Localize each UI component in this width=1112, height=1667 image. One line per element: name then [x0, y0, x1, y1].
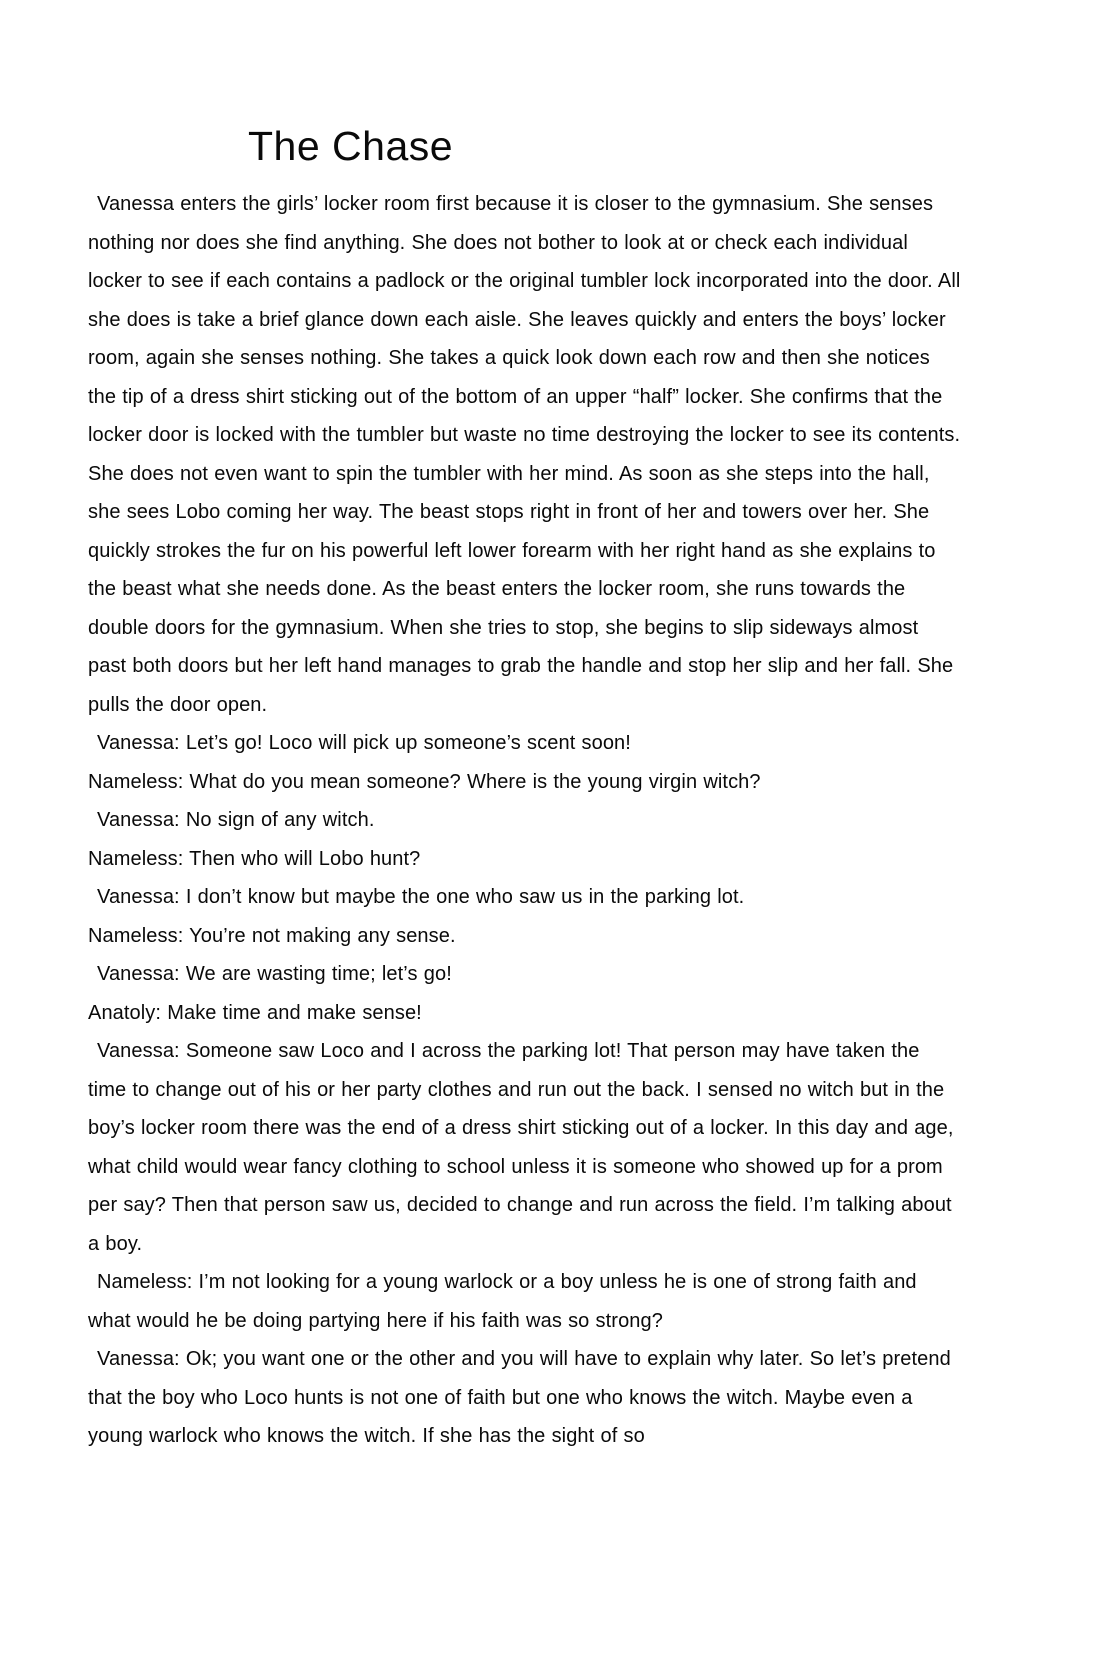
paragraph: Vanessa enters the girls’ locker room first because it is closer to the gymnasium. She senses nothing nor does she find anything. She does not bother to look at or check each individual locker to see if each contains a padlock or the original tumbler lock incorporated into the door. All she does is take a brief glance down each aisle. She leaves quickly and enters the boys’ locker room, again she senses nothing. She takes a quick look down each row and then she notices the tip of a dress shirt sticking out of the bottom of an upper “half” locker. She confirms that the locker door is locked with the tumbler but waste no time destroying the locker to see its contents. She does not even want to spin the tumbler with her mind. As soon as she steps into the hall, she sees Lobo coming her way. The beast stops right in front of her and towers over her. She quickly strokes the fur on his powerful left lower forearm with her right hand as she explains to the beast what she needs done. As the beast enters the locker room, she runs towards the double doors for the gymnasium. When she tries to stop, she begins to slip sideways almost past both doors but her left hand manages to grab the handle and stop her slip and her fall. She pulls the door open. — [88, 193, 961, 716]
paragraph: Nameless: I’m not looking for a young warlock or a boy unless he is one of strong faith and what would he be doing partying here if his faith was so strong? — [88, 1271, 917, 1332]
paragraph: Vanessa: Someone saw Loco and I across the parking lot! That person may have taken the time to change out of his or her party clothes and run out the back. I sensed no witch but in the boy’s locker room there was the end of a dress shirt sticking out of a locker. In this day and age, what child would wear fancy clothing to school unless it is someone who showed up for a prom per say? Then that person saw us, decided to change and run across the field. I’m talking about a boy. — [88, 1040, 954, 1255]
document-body — [88, 185, 962, 1456]
paragraph: Vanessa: I don’t know but maybe the one who saw us in the parking lot. — [97, 886, 745, 908]
page-title: The Chase — [248, 123, 454, 169]
paragraph: Anatoly: Make time and make sense! — [88, 1001, 422, 1024]
paragraph: Vanessa: Let’s go! Loco will pick up someone’s scent soon! — [97, 732, 631, 754]
paragraph: Nameless: You’re not making any sense. — [88, 924, 456, 947]
paragraph: Nameless: Then who will Lobo hunt? — [88, 847, 421, 870]
paragraph: Nameless: What do you mean someone? Where is the young virgin witch? — [88, 770, 761, 793]
paragraph: Vanessa: Ok; you want one or the other and you will have to explain why later. So let’s pretend that the boy who Loco hunts is not one of faith but one who knows the witch. Maybe even a young warlock who knows the witch. If she has the sight of so — [88, 1348, 951, 1447]
paragraph: Vanessa: We are wasting time; let’s go! — [97, 963, 452, 985]
paragraph: Vanessa: No sign of any witch. — [97, 809, 375, 831]
